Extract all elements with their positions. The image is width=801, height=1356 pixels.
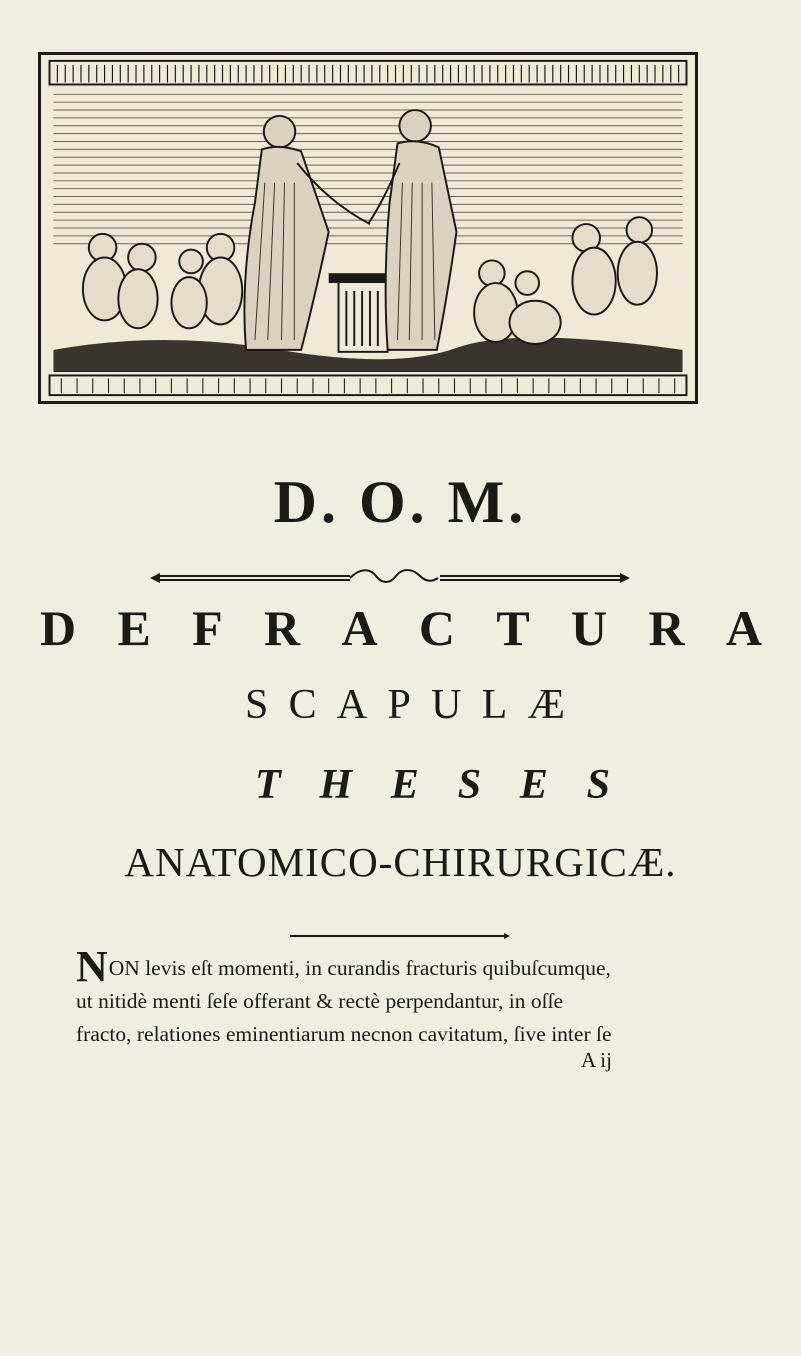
title-line-de-fractura — [40, 598, 762, 658]
title-letter: E — [117, 600, 151, 656]
dedication-heading: D. O. M. — [273, 469, 528, 535]
title-letter: S — [457, 762, 482, 808]
title-letter: T — [496, 600, 530, 656]
title-letter: C — [418, 600, 455, 656]
body-line: ut nitidè menti ſeſe offerant & rectè perpendantur, in oſſe — [76, 989, 564, 1013]
headpiece-engraving — [38, 52, 698, 404]
title-letter: U — [571, 600, 608, 656]
title-letter: C — [288, 682, 317, 728]
title-letter: A — [341, 600, 378, 656]
title-line-scapulae — [245, 680, 565, 730]
title-letter: L — [481, 682, 508, 728]
title-line-anatomico-chirurgicae: ANATOMICO-CHIRURGICÆ. — [124, 839, 677, 885]
title-letter: A — [725, 600, 762, 656]
body-line — [76, 942, 742, 991]
body-line-text: ON levis eſt momenti, in curandis fracturis quibuſcumque, — [108, 956, 611, 980]
body-paragraph — [76, 942, 742, 1051]
title-letter: H — [319, 762, 353, 808]
title-letter: U — [431, 682, 462, 728]
signature-mark: A ij — [581, 1048, 612, 1072]
body-line: fracto, relationes eminentiarum necnon cavitatum, ſive inter ſe — [76, 1022, 612, 1046]
title-letter: R — [264, 600, 301, 656]
drop-cap: N — [76, 942, 108, 991]
title-letter: A — [336, 682, 368, 728]
title-line-theses — [255, 760, 610, 810]
section-divider-rule — [290, 933, 510, 939]
title-letter: F — [192, 600, 223, 656]
title-letter: T — [255, 762, 281, 808]
title-letter: E — [390, 762, 419, 808]
title-letter: E — [519, 762, 548, 808]
title-letter: S — [245, 682, 269, 728]
title-letter: R — [648, 600, 685, 656]
title-letter: Æ — [527, 682, 565, 728]
title-letter: P — [387, 682, 411, 728]
title-letter: S — [586, 762, 610, 808]
scroll-ornament-rule-icon — [150, 568, 630, 588]
title-letter: D — [40, 600, 77, 656]
allegorical-scene-engraving-icon — [41, 55, 695, 401]
